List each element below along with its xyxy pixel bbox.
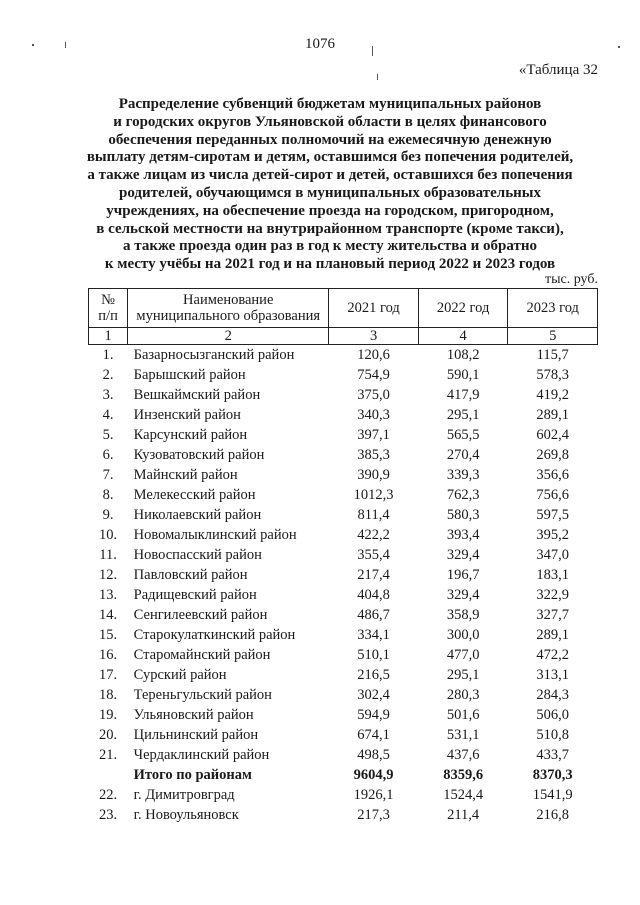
table-row (89, 705, 598, 725)
value-2022: 280,3 (446, 687, 480, 703)
row-name: Мелекесский район (133, 487, 256, 503)
header-num-line2: п/п (98, 308, 118, 324)
row-number: 4. (102, 407, 114, 423)
value-2021: 334,1 (357, 627, 390, 643)
row-number: 10. (99, 527, 118, 543)
header-name (128, 289, 329, 328)
value-2021: 397,1 (357, 427, 390, 443)
value-2022: 477,0 (446, 647, 480, 663)
row-number (89, 765, 128, 785)
value-2021: 498,5 (357, 747, 390, 763)
row-number: 3. (102, 387, 114, 403)
value-2022: 417,9 (446, 387, 480, 403)
value-2022: 393,4 (446, 527, 480, 543)
value-2021: 422,2 (357, 527, 390, 543)
value-2021: 120,6 (357, 347, 390, 363)
value-2021: 216,5 (357, 667, 390, 683)
value-2021: 404,8 (357, 587, 390, 603)
header-num-line1: № (101, 292, 115, 308)
row-number: 17. (99, 667, 118, 683)
value-2021: 217,4 (357, 567, 390, 583)
value-2022: 295,1 (446, 407, 480, 423)
row-number: 21. (99, 747, 118, 763)
value-2023: 183,1 (536, 567, 570, 583)
value-2022: 501,6 (446, 707, 480, 723)
row-name: Кузоватовский район (133, 447, 265, 463)
value-2022: 358,9 (446, 607, 480, 623)
value-2023: 597,5 (536, 507, 570, 523)
header-2022: 2022 год (418, 289, 508, 328)
table-row (89, 725, 598, 745)
scan-speck (618, 46, 620, 48)
subsidy-table (88, 288, 598, 825)
row-name: Инзенский район (133, 407, 241, 423)
value-2022: 8359,6 (443, 767, 484, 783)
table-row (89, 605, 598, 625)
title-line: в сельской местности на внутрирайонном транспорте (кроме такси), (96, 220, 564, 237)
value-2021: 1926,1 (353, 787, 394, 803)
table-body (89, 345, 598, 826)
row-number: 9. (102, 507, 114, 523)
row-name: Итого по районам (133, 767, 252, 783)
table-row (89, 505, 598, 525)
value-2022: 531,1 (446, 727, 480, 743)
header-name-line1: Наименование (183, 292, 274, 308)
table-row (89, 465, 598, 485)
value-2023: 510,8 (536, 727, 570, 743)
value-2023: 216,8 (536, 807, 570, 823)
row-name: Старомайнский район (133, 647, 271, 663)
header-row (89, 289, 598, 328)
value-2021: 385,3 (357, 447, 390, 463)
value-2021: 486,7 (357, 607, 390, 623)
table-row (89, 425, 598, 445)
title-line: а также лицам из числа детей-сирот и детей, оставшихся без попечения (87, 167, 573, 184)
table-row (89, 545, 598, 565)
value-2023: 356,6 (536, 467, 570, 483)
value-2023: 472,2 (536, 647, 570, 663)
table-row (89, 785, 598, 805)
value-2022: 329,4 (446, 587, 480, 603)
row-number: 6. (102, 447, 114, 463)
value-2023: 289,1 (536, 407, 570, 423)
table-row (89, 405, 598, 425)
row-name: г. Димитровград (133, 787, 235, 803)
table-row (89, 665, 598, 685)
row-number: 20. (99, 727, 118, 743)
table-header (89, 289, 598, 345)
value-2021: 217,3 (357, 807, 390, 823)
value-2022: 762,3 (446, 487, 480, 503)
value-2021: 510,1 (357, 647, 390, 663)
title-line: к месту учёбы на 2021 год и на плановый период 2022 и 2023 годов (104, 256, 556, 273)
table-row (89, 625, 598, 645)
value-2023: 419,2 (536, 387, 570, 403)
value-2021: 302,4 (357, 687, 390, 703)
table-row (89, 645, 598, 665)
row-name: Чердаклинский район (133, 747, 270, 763)
row-name: Павловский район (133, 567, 248, 583)
value-2021: 355,4 (357, 547, 390, 563)
value-2023: 1541,9 (532, 787, 573, 803)
row-number: 1. (102, 347, 114, 363)
row-number: 16. (99, 647, 118, 663)
value-2022: 580,3 (446, 507, 480, 523)
scan-speck (65, 42, 66, 48)
table-reference: «Таблица 32 (518, 62, 598, 78)
title-line: Распределение субвенций бюджетам муниципальных районов (118, 96, 542, 112)
total-row (89, 765, 598, 785)
row-name: Вешкаймский район (133, 387, 261, 403)
value-2022: 196,7 (446, 567, 480, 583)
page-number: 1076 (305, 36, 335, 52)
row-number: 15. (99, 627, 118, 643)
row-name: Базарносызганский район (133, 347, 295, 363)
value-2023: 289,1 (536, 627, 570, 643)
value-2023: 313,1 (536, 667, 570, 683)
value-2022: 1524,4 (443, 787, 484, 803)
value-2023: 322,9 (536, 587, 570, 603)
document-title (60, 96, 600, 274)
column-number: 5 (508, 328, 598, 345)
table-row (89, 445, 598, 465)
row-number: 7. (102, 467, 114, 483)
row-number: 8. (102, 487, 114, 503)
value-2023: 506,0 (536, 707, 570, 723)
row-name: Старокулаткинский район (133, 627, 296, 643)
row-name: Тереньгульский район (133, 687, 272, 703)
row-number: 18. (99, 687, 118, 703)
row-name: Новомалыклинский район (133, 527, 297, 543)
value-2021: 340,3 (357, 407, 390, 423)
table-row (89, 805, 598, 825)
scan-speck (32, 44, 34, 46)
title-line: а также проезда один раз в год к месту жительства и обратно (123, 238, 537, 255)
header-2021: 2021 год (329, 289, 419, 328)
unit-label: тыс. руб. (545, 272, 598, 287)
row-name: Ульяновский район (133, 707, 254, 723)
header-2023: 2023 год (508, 289, 598, 328)
value-2022: 300,0 (446, 627, 480, 643)
table-row (89, 565, 598, 585)
table-row (89, 345, 598, 366)
value-2023: 602,4 (536, 427, 570, 443)
row-name: Карсунский район (133, 427, 248, 443)
value-2023: 756,6 (536, 487, 570, 503)
value-2021: 1012,3 (353, 487, 394, 503)
column-number: 2 (128, 328, 329, 345)
title-line: выплату детям-сиротам и детям, оставшимся без попечения родителей, (86, 149, 574, 166)
value-2021: 9604,9 (353, 767, 394, 783)
header-num (89, 289, 128, 328)
value-2022: 565,5 (446, 427, 480, 443)
value-2022: 329,4 (446, 547, 480, 563)
row-number: 19. (99, 707, 118, 723)
value-2022: 295,1 (446, 667, 480, 683)
column-number: 4 (418, 328, 508, 345)
value-2023: 578,3 (536, 367, 570, 383)
row-name: Сенгилеевский район (133, 607, 268, 623)
value-2023: 347,0 (536, 547, 570, 563)
row-number: 2. (102, 367, 114, 383)
scan-speck (377, 74, 378, 80)
value-2021: 754,9 (357, 367, 390, 383)
row-name: г. Новоульяновск (133, 807, 239, 823)
value-2023: 284,3 (536, 687, 570, 703)
title-line: и городских округов Ульяновской области в целях финансового (113, 113, 547, 130)
value-2023: 115,7 (536, 347, 569, 363)
value-2023: 395,2 (536, 527, 570, 543)
value-2023: 269,8 (536, 447, 570, 463)
value-2022: 339,3 (446, 467, 480, 483)
row-name: Николаевский район (133, 507, 262, 523)
value-2022: 270,4 (446, 447, 480, 463)
value-2022: 437,6 (446, 747, 480, 763)
row-name: Цильнинский район (133, 727, 259, 743)
scan-speck (372, 46, 373, 56)
column-number: 1 (89, 328, 128, 345)
row-name: Новоспасский район (133, 547, 262, 563)
value-2021: 390,9 (357, 467, 390, 483)
title-line: обеспечения переданных полномочий на ежемесячную денежную (108, 131, 552, 148)
row-number: 23. (99, 807, 118, 823)
table-row (89, 745, 598, 765)
row-number: 12. (99, 567, 118, 583)
row-name: Барышский район (133, 367, 246, 383)
row-name: Радищевский район (133, 587, 257, 603)
column-numbers-row (89, 328, 598, 345)
value-2022: 108,2 (446, 347, 480, 363)
value-2022: 211,4 (447, 807, 480, 823)
table-row (89, 585, 598, 605)
row-name: Майнский район (133, 467, 238, 483)
row-number: 11. (99, 547, 117, 563)
row-number: 14. (99, 607, 118, 623)
value-2021: 375,0 (357, 387, 390, 403)
row-number: 22. (99, 787, 118, 803)
value-2023: 433,7 (536, 747, 570, 763)
row-number: 13. (99, 587, 118, 603)
table-row (89, 685, 598, 705)
value-2023: 327,7 (536, 607, 570, 623)
row-name: Сурский район (133, 667, 227, 683)
column-number: 3 (329, 328, 419, 345)
row-number: 5. (102, 427, 114, 443)
value-2021: 594,9 (357, 707, 390, 723)
table-row (89, 385, 598, 405)
header-name-line2: муниципального образования (136, 308, 321, 324)
table-row (89, 485, 598, 505)
title-line: учреждениях, на обеспечение проезда на городском, пригородном, (106, 202, 554, 219)
value-2021: 674,1 (357, 727, 390, 743)
value-2021: 811,4 (357, 507, 390, 523)
table-row (89, 525, 598, 545)
table-row (89, 365, 598, 385)
title-line: родителей, обучающимся в муниципальных образовательных (119, 184, 541, 201)
value-2023: 8370,3 (532, 767, 573, 783)
value-2022: 590,1 (446, 367, 480, 383)
